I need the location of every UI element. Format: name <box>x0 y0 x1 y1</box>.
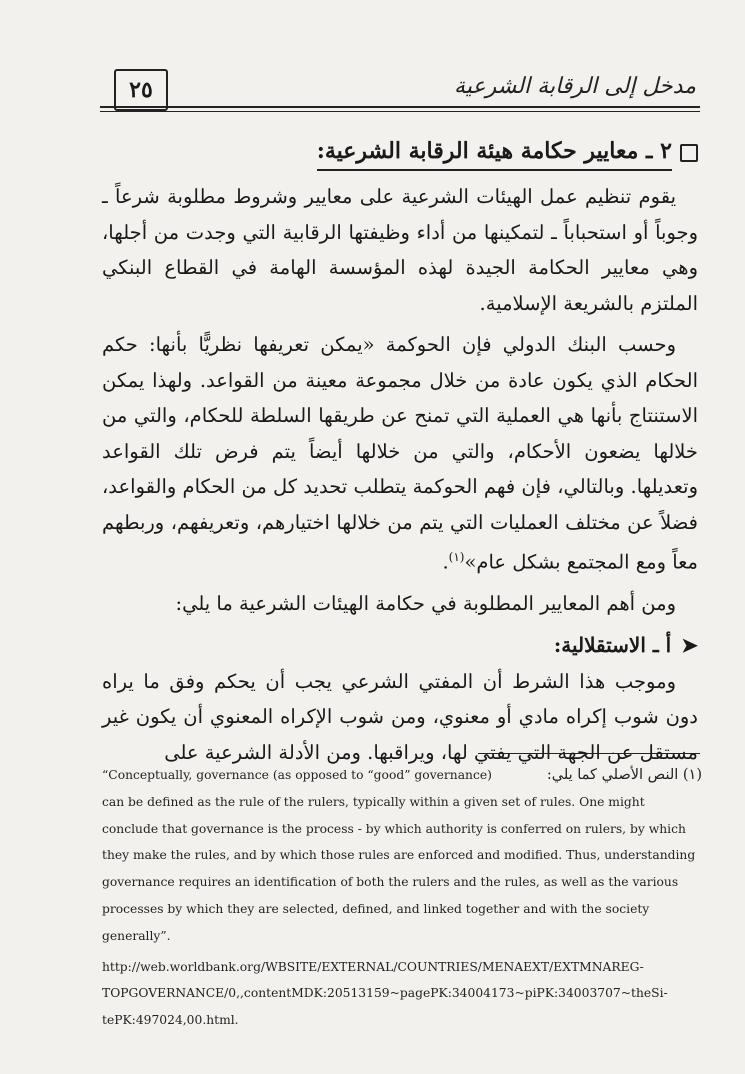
footnote-line-5: governance requires an identification of both the rulers and the rules, as well as the various <box>102 875 679 890</box>
checkbox-icon <box>680 144 698 162</box>
footnote-line-6: processes by which they are selected, defined, and linked together and with the society <box>102 901 650 916</box>
section-heading-text: ٢ ـ معايير حكامة هيئة الرقابة الشرعية: <box>317 134 672 171</box>
footnote-url <box>102 954 702 1034</box>
paragraph-1: يقوم تنظيم عمل الهيئات الشرعية على معايير وشروط مطلوبة شرعاً ـ وجوباً أو استحباباً ـ لتمكينها من أداء وظيفتها الرقابية التي وجدت من أجلها، وهي معايير الحكامة الجيدة لهذه المؤسسة الهامة في القطاع البنكي الملتزم بالشريعة الإسلامية. <box>102 185 698 315</box>
sub-heading-text: أ ـ الاستقلالية: <box>553 632 672 657</box>
footnote-rule <box>478 753 700 754</box>
paragraph-2: وحسب البنك الدولي فإن الحوكمة «يمكن تعريفها نظريًّا بأنها: حكم الحكام الذي يكون عادة من خلال مجموعة معينة من القواعد. ولهذا يمكن الاستنتاج بأنها هي العملية التي تمنح عن طريقها السلطة للحكام، والتي من خلالها يضعون الأحكام، والتي من خلالها أيضاً يتم فرض تلك القواعد وتعديلها. وبالتالي، فإن فهم الحوكمة يتطلب تحديد كل من الحكام والقواعد، فضلاً عن مختلف العمليات التي يتم من خلالها اختيارهم، وتعريفهم، وربطهم معاً ومع المجتمع بشكل عام»$^{(١)}$. <box>102 333 698 574</box>
footnote-ref: (١) <box>448 550 465 564</box>
sub-heading <box>102 628 698 662</box>
footnote-line-1: “Conceptually, governance (as opposed to “good” governance) <box>102 768 492 782</box>
footnote-first-line <box>102 762 702 789</box>
footnote-line-7: generally”. <box>102 928 171 943</box>
running-title: مدخل إلى الرقابة الشرعية <box>454 74 696 99</box>
paragraph-3: ومن أهم المعايير المطلوبة في حكامة الهيئات الشرعية ما يلي: <box>175 592 676 615</box>
url-line-3: tePK:497024,00.html. <box>102 1013 239 1028</box>
page-number: ٢٥ <box>114 69 168 111</box>
paragraph-4: وموجب هذا الشرط أن المفتي الشرعي يجب أن يحكم وفق ما يراه دون شوب إكراه مادي أو معنوي، ومن شوب الإكراه المعنوي أن يكون غير مستقل عن الجهة التي يفتي لها، ويراقبها. ومن الأدلة الشرعية على <box>102 669 698 764</box>
footnote-line-3: conclude that governance is the process - by which authority is conferred on rulers, by which <box>102 821 686 836</box>
header-rule-thin <box>100 111 700 112</box>
main-text <box>102 134 698 776</box>
footnote-line-2: can be defined as the rule of the rulers, typically within a given set of rules. One might <box>102 794 645 809</box>
footnote-arabic-lead: (١) النص الأصلي كما يلي: <box>546 767 702 783</box>
header-rule <box>100 106 700 108</box>
footnote-line-4: they make the rules, and by which those rules are enforced and modified. Thus, understanding <box>102 848 696 863</box>
section-heading <box>102 134 698 171</box>
arrow-icon: ➤ <box>681 632 698 657</box>
page-header <box>100 66 700 118</box>
paragraph-2-text: وحسب البنك الدولي فإن الحوكمة «يمكن تعريفها نظريًّا بأنها: حكم الحكام الذي يكون عادة من خلال مجموعة معينة من القواعد. ولهذا يمكن الاستنتاج بأنها هي العملية التي تمنح عن طريقها السلطة للحكام، والتي من خلالها يضعون الأحكام، والتي من خلالها أيضاً يتم فرض تلك القواعد وتعديلها. وبالتالي، فإن فهم الحوكمة يتطلب تحديد كل من الحكام والقواعد، فضلاً عن مختلف العمليات التي يتم من خلالها اختيارهم، وتعريفهم، وربطهم معاً ومع المجتمع بشكل عام» <box>102 333 698 574</box>
footnote <box>102 762 702 1034</box>
url-line-1: http://web.worldbank.org/WBSITE/EXTERNAL/COUNTRIES/MENAEXT/EXTMNAREG- <box>102 959 644 974</box>
url-line-2: TOPGOVERNANCE/0,,contentMDK:20513159~pagePK:34004173~piPK:34003707~theSi- <box>102 986 668 1001</box>
